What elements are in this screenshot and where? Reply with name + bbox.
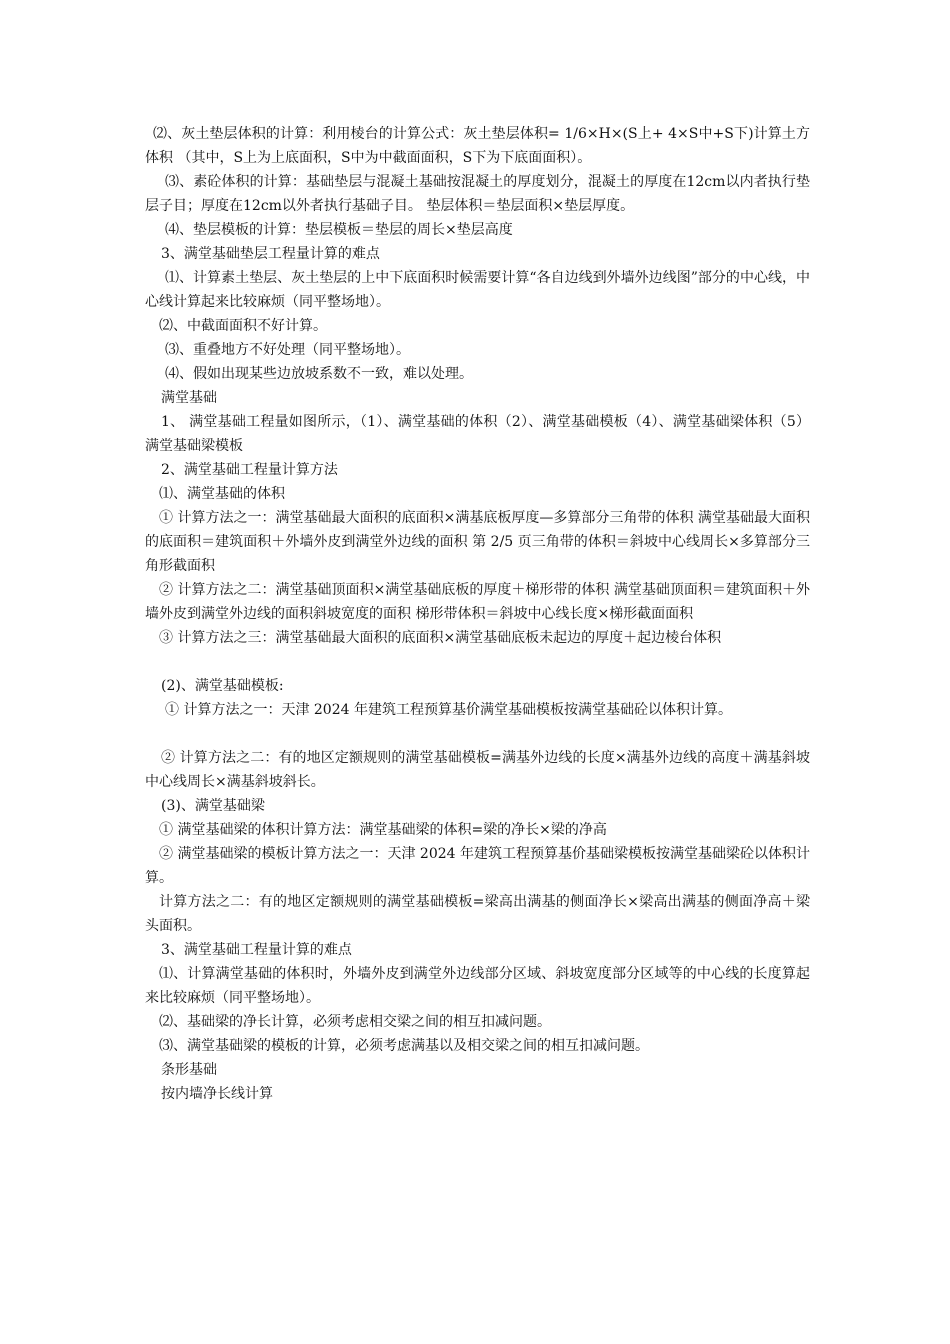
document-body [145, 122, 810, 1106]
paragraph-liang-volume: ① 满堂基础梁的体积计算方法：满堂基础梁的体积=梁的净长×梁的净高 [159, 822, 607, 838]
paragraph-moban-method-2: ② 计算方法之二：有的地区定额规则的满堂基础模板=满基外边线的长度×满基外边线的高度＋满基斜坡中心线周长×满基斜坡斜长。 [145, 750, 810, 790]
paragraph-volume-method-1: ① 计算方法之一：满堂基础最大面积的底面积×满基底板厚度—多算部分三角带的体积 满堂基础最大面积的底面积＝建筑面积＋外墙外皮到满堂外边线的面积 第 2/5 页三角带的体积＝斜坡中心线周长×多算部分三角形截面积 [145, 510, 810, 574]
section-title-tiaoxing: 条形基础 [161, 1062, 217, 1078]
heading-dianceng-difficulties: 3、满堂基础垫层工程量计算的难点 [161, 246, 380, 262]
paragraph-difficulty-3: ⑶、重叠地方不好处理（同平整场地）。 [165, 342, 410, 358]
heading-mantang-volume: ⑴、满堂基础的体积 [159, 486, 285, 502]
paragraph-volume-method-3: ③ 计算方法之三：满堂基础最大面积的底面积×满堂基础底板未起边的厚度＋起边棱台体积 [159, 630, 722, 646]
paragraph-difficulty-1: ⑴、计算素土垫层、灰土垫层的上中下底面积时候需要计算“各自边线到外墙外边线图”部分的中心线，中心线计算起来比较麻烦（同平整场地）。 [145, 270, 810, 310]
paragraph-mantang-difficulty-1: ⑴、计算满堂基础的体积时，外墙外皮到满堂外边线部分区域、斜坡宽度部分区域等的中心线的长度算起来比较麻烦（同平整场地）。 [145, 966, 810, 1006]
heading-mantang-difficulties: 3、满堂基础工程量计算的难点 [161, 942, 352, 958]
section-title-mantang: 满堂基础 [161, 390, 217, 406]
paragraph-moban-method-1: ① 计算方法之一：天津 2024 年建筑工程预算基价满堂基础模板按满堂基础砼以体积计算。 [165, 702, 732, 718]
paragraph-dianceng-moban: ⑷、垫层模板的计算：垫层模板＝垫层的周长×垫层高度 [165, 222, 513, 238]
paragraph-sutong-volume: ⑶、素砼体积的计算：基础垫层与混凝土基础按混凝土的厚度划分，混凝土的厚度在12cm以内者执行垫层子目；厚度在12cm以外者执行基础子目。 垫层体积＝垫层面积×垫层厚度。 [145, 174, 810, 214]
paragraph-huitu-volume: ⑵、灰土垫层体积的计算：利用棱台的计算公式：灰土垫层体积= 1/6×H×(S上+ 4×S中+S下)计算土方体积 （其中，S上为上底面积，S中为中截面面积，S下为下底面面积）。 [145, 126, 810, 166]
paragraph-liang-moban-1: ② 满堂基础梁的模板计算方法之一：天津 2024 年建筑工程预算基价基础梁模板按满堂基础梁砼以体积计算。 [145, 846, 810, 886]
heading-mantang-methods: 2、满堂基础工程量计算方法 [161, 462, 338, 478]
paragraph-tiaoxing-rule: 按内墙净长线计算 [161, 1086, 273, 1102]
paragraph-liang-moban-2: 计算方法之二：有的地区定额规则的满堂基础模板=梁高出满基的侧面净长×梁高出满基的侧面净高＋梁头面积。 [145, 894, 810, 934]
paragraph-mantang-overview: 1、 满堂基础工程量如图所示，（1）、满堂基础的体积（2）、满堂基础模板（4）、满堂基础梁体积（5）满堂基础梁模板 [145, 414, 810, 454]
paragraph-difficulty-2: ⑵、中截面面积不好计算。 [159, 318, 327, 334]
paragraph-mantang-difficulty-3: ⑶、满堂基础梁的模板的计算，必须考虑满基以及相交梁之间的相互扣减问题。 [159, 1038, 649, 1054]
blank-line [145, 650, 810, 674]
paragraph-difficulty-4: ⑷、假如出现某些边放坡系数不一致，难以处理。 [165, 366, 473, 382]
paragraph-mantang-difficulty-2: ⑵、基础梁的净长计算，必须考虑相交梁之间的相互扣减问题。 [159, 1014, 551, 1030]
paragraph-volume-method-2: ② 计算方法之二：满堂基础顶面积×满堂基础底板的厚度＋梯形带的体积 满堂基础顶面积＝建筑面积＋外墙外皮到满堂外边线的面积斜坡宽度的面积 梯形带体积＝斜坡中心线长度×梯形截面面积 [145, 582, 810, 622]
heading-mantang-liang: (3)、满堂基础梁 [161, 798, 265, 814]
blank-line [145, 722, 810, 746]
heading-mantang-moban: (2)、满堂基础模板: [161, 678, 284, 694]
